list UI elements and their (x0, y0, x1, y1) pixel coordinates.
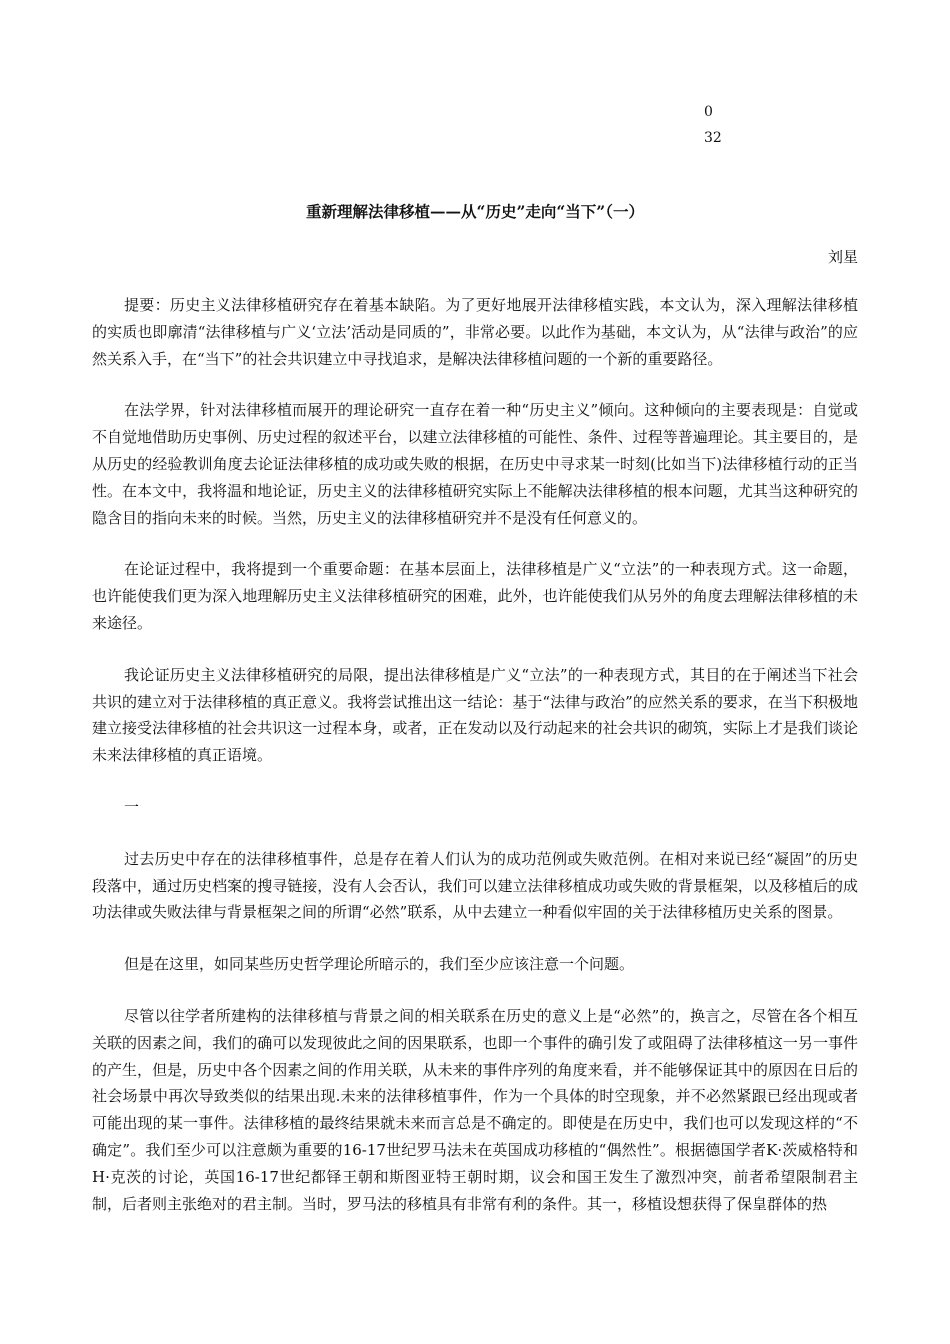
section-heading: 一 (124, 797, 140, 816)
article-author: 刘星 (827, 248, 858, 266)
body-paragraph: 在法学界，针对法律移植而展开的理论研究一直存在着一种“历史主义”倾向。这种倾向的主要表现是：自觉或不自觉地借助历史事例、历史过程的叙述平台，以建立法律移植的可能性、条件、过程等普遍理论。其主要目的，是从历史的经验教训角度去论证法律移植的成功或失败的根据，在历史中寻求某一时刻(比如当下)法律移植行动的正当性。在本文中，我将温和地论证，历史主义的法律移植研究实际上不能解决法律移植的根本问题，尤其当这种研究的隐含目的指向未来的时候。当然，历史主义的法律移植研究并不是没有任何意义的。 (92, 401, 858, 527)
body-paragraph: 我论证历史主义法律移植研究的局限，提出法律移植是广义“立法”的一种表现方式，其目的在于阐述当下社会共识的建立对于法律移植的真正意义。我将尝试推出这一结论：基于“法律与政治”的应然关系的要求，在当下积极地建立接受法律移植的社会共识这一过程本身，或者，正在发动以及行动起来的社会共识的砌筑，实际上才是我们谈论未来法律移植的真正语境。 (92, 665, 858, 765)
body-paragraph: 在论证过程中，我将提到一个重要命题：在基本层面上，法律移植是广义“立法”的一种表现方式。这一命题，也许能使我们更为深入地理解历史主义法律移植研究的困难，此外，也许能使我们从另外的角度去理解法律移植的未来途径。 (92, 560, 858, 632)
article-title: 重新理解法律移植——从“历史”走向“当下”（一） (306, 202, 644, 221)
page-number-fragment-top: 0 (704, 104, 713, 120)
article-body (92, 292, 858, 1242)
body-paragraph: 尽管以往学者所建构的法律移植与背景之间的相关联系在历史的意义上是“必然”的，换言之，尽管在各个相互关联的因素之间，我们的确可以发现彼此之间的因果联系，也即一个事件的确引发了或阻碍了法律移植这一另一事件的产生，但是，历史中各个因素之间的作用关联，从未来的事件序列的角度来看，并不能够保证其中的原因在日后的社会场景中再次导致类似的结果出现.未来的法律移植事件，作为一个具体的时空现象，并不必然紧跟已经出现或者可能出现的某一事件。法律移植的最终结果就未来而言总是不确定的。即使是在历史中，我们也可以发现这样的“不确定”。我们至少可以注意颇为重要的16-17世纪罗马法未在英国成功移植的“偶然性”。根据德国学者K·茨威格特和H·克茨的讨论，英国16-17世纪都铎王朝和斯图亚特王朝时期，议会和国王发生了激烈冲突，前者希望限制君主制，后者则主张绝对的君主制。当时，罗马法的移植具有非常有利的条件。其一，移植设想获得了保皇群体的热 (92, 1006, 858, 1213)
body-paragraph: 但是在这里，如同某些历史哲学理论所暗示的，我们至少应该注意一个问题。 (124, 955, 635, 974)
page-number-fragment-bottom: 32 (704, 130, 722, 146)
body-paragraph: 过去历史中存在的法律移植事件，总是存在着人们认为的成功范例或失败范例。在相对来说已经“凝固”的历史段落中，通过历史档案的搜寻链接，没有人会否认，我们可以建立法律移植成功或失败的背景框架，以及移植后的成功法律或失败法律与背景框架之间的所谓“必然”联系，从中去建立一种看似牢固的关于法律移植历史关系的图景。 (92, 849, 858, 922)
abstract-paragraph: 提要：历史主义法律移植研究存在着基本缺陷。为了更好地展开法律移植实践，本文认为，深入理解法律移植的实质也即廓清“法律移植与广义‘立法’活动是同质的”，非常必要。以此作为基础，本文认为，从“法律与政治”的应然关系入手，在“当下”的社会共识建立中寻找追求，是解决法律移植问题的一个新的重要路径。 (92, 296, 858, 368)
